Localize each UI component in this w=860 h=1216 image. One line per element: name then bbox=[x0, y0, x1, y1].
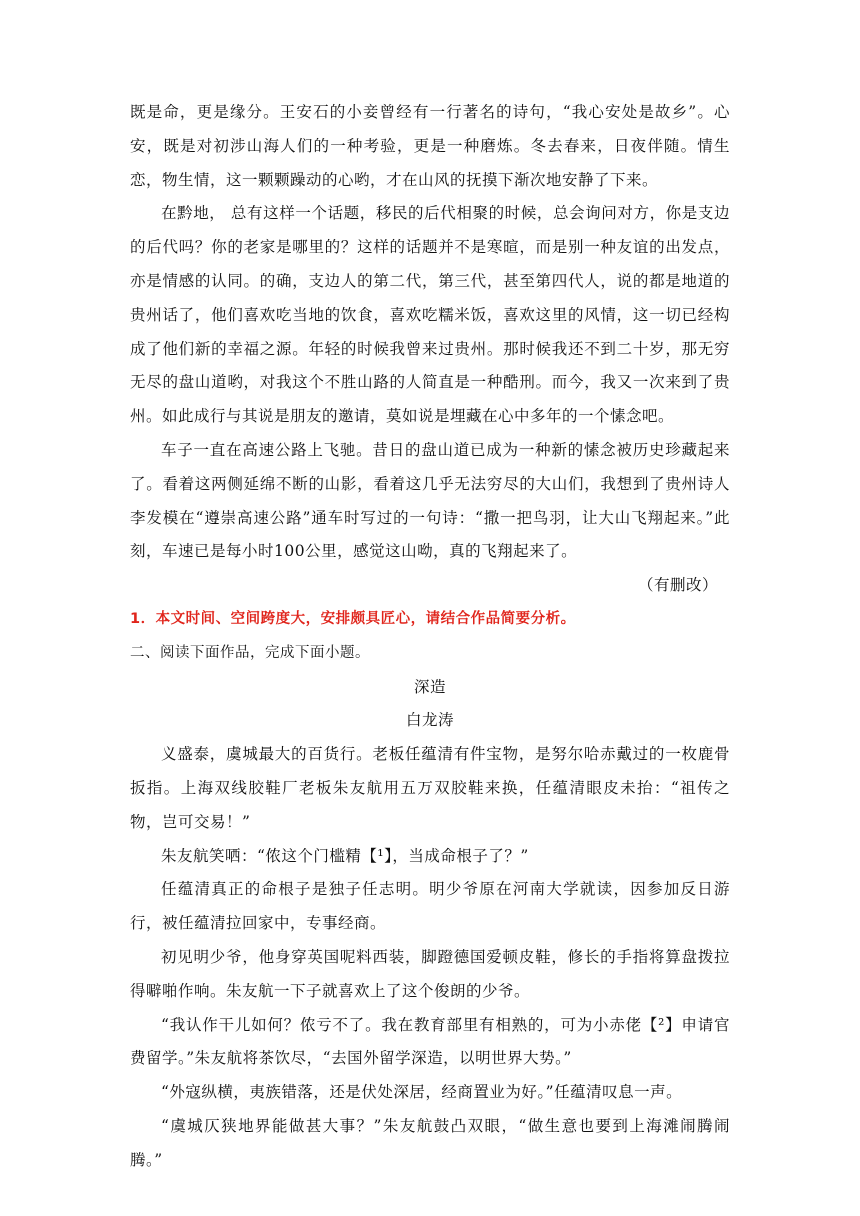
edit-note: （有删改） bbox=[637, 576, 718, 595]
question-1: 1．本文时间、空间跨度大，安排颇具匠心，请结合作品简要分析。 bbox=[130, 610, 576, 627]
article-paragraph: 任蕴清真正的命根子是独子任志明。明少爷原在河南大学就读，因参加反日游行，被任蕴清拉回家中，专事经商。 bbox=[130, 880, 730, 933]
article-title: 深造 bbox=[413, 677, 446, 696]
article-paragraph: 初见明少爷，他身穿英国呢料西装，脚蹬德国爱顿皮鞋，修长的手指将算盘拨拉得噼啪作响。朱友航一下子就喜欢上了这个俊朗的少爷。 bbox=[130, 947, 730, 1000]
article-paragraph: “我认作干儿如何？侬亏不了。我在教育部里有相熟的，可为小赤佬【²】申请官费留学。”朱友航将茶饮尽，“去国外留学深造，以明世界大势。” bbox=[130, 1015, 730, 1068]
article-author: 白龙涛 bbox=[405, 711, 454, 730]
article-paragraph: “外寇纵横，夷族错落，还是伏处深居，经商置业为好。”任蕴清叹息一声。 bbox=[161, 1083, 683, 1102]
passage-paragraph: 车子一直在高速公路上飞驰。昔日的盘山道已成为一种新的愫念被历史珍藏起来了。看着这两侧延绵不断的山影，看着这几乎无法穷尽的大山们，我想到了贵州诗人李发模在“遵崇高速公路”通车时写过的一句诗：“撒一把鸟羽，让大山飞翔起来。”此刻，车速已是每小时100公里，感觉这山呦，真的飞翔起来了。 bbox=[130, 440, 730, 561]
article-paragraph: “虞城仄狭地界能做甚大事？”朱友航鼓凸双眼，“做生意也要到上海滩闹腾闹腾。” bbox=[130, 1116, 730, 1169]
article-paragraph: 义盛泰，虞城最大的百货行。老板任蕴清有件宝物，是努尔哈赤戴过的一枚鹿骨扳指。上海双线胶鞋厂老板朱友航用五万双胶鞋来换，任蕴清眼皮未抬：“祖传之物，岂可交易！” bbox=[130, 745, 730, 831]
passage-paragraph: 既是命，更是缘分。王安石的小妾曾经有一行著名的诗句，“我心安处是故乡”。心安，既是对初涉山海人们的一种考验，更是一种磨炼。冬去春来，日夜伴随。情生恋，物生情，这一颗颗躁动的心哟，才在山风的抚摸下渐次地安静了下来。 bbox=[130, 103, 730, 189]
document-page bbox=[130, 96, 730, 1178]
section-instruction: 二、阅读下面作品，完成下面小题。 bbox=[130, 644, 370, 661]
passage-paragraph: 在黔地， 总有这样一个话题，移民的后代相聚的时候，总会询问对方，你是支边的后代吗？你的老家是哪里的？这样的话题并不是寒暄，而是别一种友谊的出发点，亦是情感的认同。的确，支边人的第二代，第三代，甚至第四代人，说的都是地道的贵州话了，他们喜欢吃当地的饮食，喜欢吃糯米饭，喜欢这里的风情，这一切已经构成了他们新的幸福之源。年轻的时候我曾来过贵州。那时候我还不到二十岁，那无穷无尽的盘山道哟，对我这个不胜山路的人简直是一种酷刑。而今，我又一次来到了贵州。如此成行与其说是朋友的邀请，莫如说是埋藏在心中多年的一个愫念吧。 bbox=[130, 204, 730, 426]
article-paragraph: 朱友航笑哂：“侬这个门槛精【¹】，当成命根子了？” bbox=[161, 846, 529, 865]
